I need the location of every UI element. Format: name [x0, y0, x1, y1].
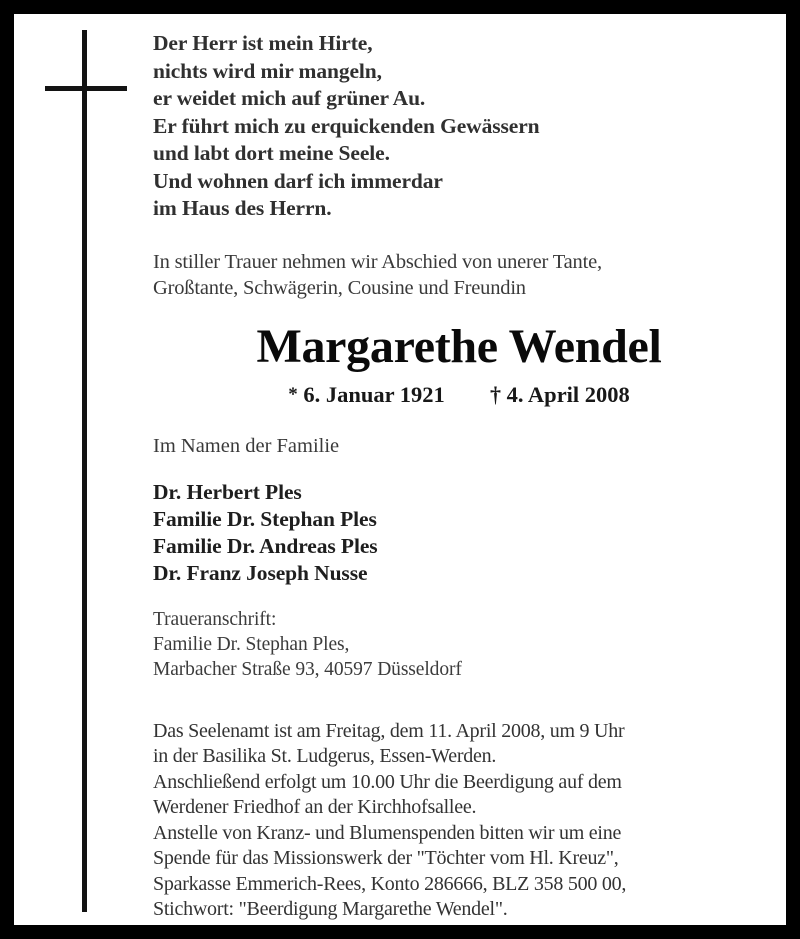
condolence-address-line: Familie Dr. Stephan Ples, — [153, 633, 350, 655]
birth-star-icon: * — [288, 383, 298, 405]
service-detail-line: Anschließend erfolgt um 10.00 Uhr die Beerdigung auf dem — [153, 770, 622, 793]
family-member: Familie Dr. Andreas Ples — [153, 533, 378, 558]
notice-text-column — [153, 30, 773, 923]
death-dagger-icon: † — [490, 381, 502, 407]
life-dates — [153, 381, 773, 409]
mourning-intro-line: Großtante, Schwägerin, Cousine und Freundin — [153, 277, 526, 299]
service-details — [153, 719, 773, 923]
service-detail-line: Das Seelenamt ist am Freitag, dem 11. April 2008, um 9 Uhr — [153, 719, 625, 742]
service-detail-line: Anstelle von Kranz- und Blumenspenden bitten wir um eine — [153, 821, 622, 844]
notice-inner-area — [14, 14, 786, 925]
condolence-address — [153, 607, 773, 682]
cross-vertical-beam — [82, 30, 87, 912]
service-detail-line: Sparkasse Emmerich-Rees, Konto 286666, BLZ 358 500 00, — [153, 872, 627, 895]
family-member: Familie Dr. Stephan Ples — [153, 506, 377, 531]
mourning-intro — [153, 249, 773, 302]
deceased-name: Margarethe Wendel — [256, 319, 662, 373]
psalm-line: Und wohnen darf ich immerdar — [153, 168, 443, 193]
psalm-line: nichts wird mir mangeln, — [153, 58, 382, 83]
family-members-list — [153, 479, 773, 587]
cross-horizontal-beam — [45, 86, 127, 91]
condolence-address-line: Marbacher Straße 93, 40597 Düsseldorf — [153, 658, 462, 680]
birth-date: 6. Januar 1921 — [303, 381, 445, 407]
psalm-line: Er führt mich zu erquickenden Gewässern — [153, 113, 540, 138]
service-detail-line: Spende für das Missionswerk der "Töchter vom Hl. Kreuz", — [153, 847, 619, 869]
service-detail-line: Stichwort: "Beerdigung Margarethe Wendel". — [153, 898, 508, 920]
mourning-intro-line: In stiller Trauer nehmen wir Abschied von unerer Tante, — [153, 250, 602, 273]
service-detail-line: Werdener Friedhof an der Kirchhofsallee. — [153, 796, 477, 818]
psalm-line: im Haus des Herrn. — [153, 196, 332, 220]
psalm-line: und labt dort meine Seele. — [153, 141, 390, 165]
death-date: 4. April 2008 — [506, 381, 630, 407]
family-heading: Im Namen der Familie — [153, 434, 340, 457]
condolence-address-label: Traueranschrift: — [153, 608, 277, 630]
psalm-verse — [153, 30, 773, 223]
family-member: Dr. Franz Joseph Nusse — [153, 560, 368, 585]
service-detail-line: in der Basilika St. Ludgerus, Essen-Werden. — [153, 745, 497, 767]
psalm-line: er weidet mich auf grüner Au. — [153, 86, 426, 110]
family-member: Dr. Herbert Ples — [153, 479, 302, 504]
psalm-line: Der Herr ist mein Hirte, — [153, 31, 373, 55]
